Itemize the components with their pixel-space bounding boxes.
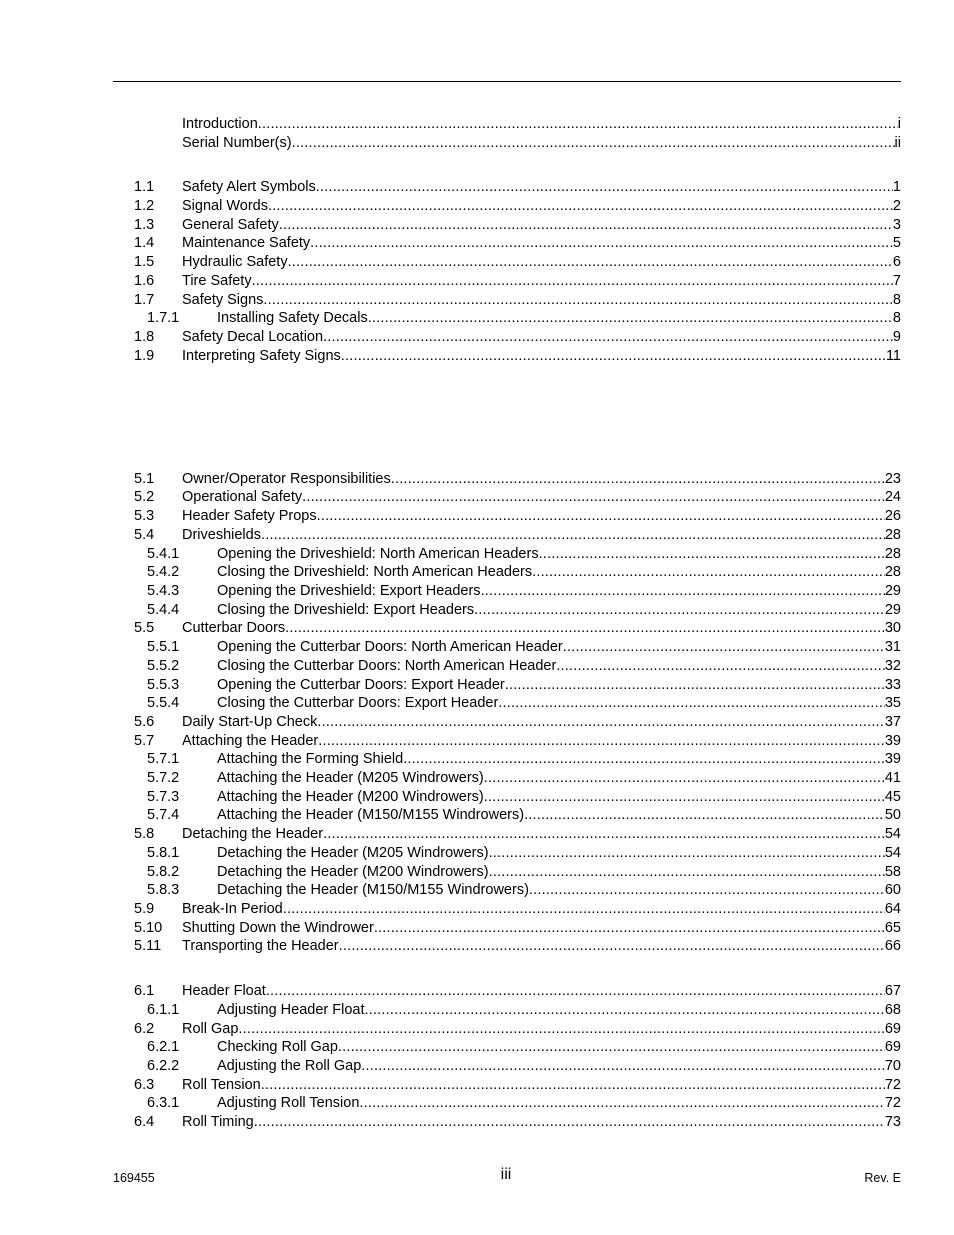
toc-entry[interactable] — [0, 713, 954, 732]
toc-dot-leader — [365, 1001, 885, 1020]
toc-entry[interactable] — [0, 732, 954, 751]
toc-dot-leader — [317, 713, 884, 732]
toc-page-number: 60 — [884, 882, 901, 898]
toc-section-number: 5.11 — [134, 938, 162, 954]
toc-dot-leader — [474, 601, 885, 620]
toc-section-number: 1.9 — [134, 348, 155, 364]
toc-entry[interactable] — [0, 806, 954, 825]
toc-dot-leader — [316, 178, 893, 197]
toc-entry[interactable] — [0, 825, 954, 844]
toc-dot-leader — [292, 134, 895, 153]
toc-dot-leader — [563, 638, 885, 657]
toc-page-number: 50 — [884, 807, 901, 823]
toc-entry-title: Attaching the Header (M150/M155 Windrowers) — [217, 807, 525, 823]
toc-page-number: 29 — [884, 602, 901, 618]
toc-section-number: 6.2 — [134, 1021, 155, 1037]
toc-dot-leader — [403, 750, 885, 769]
toc-section-number: 5.5.2 — [147, 658, 180, 674]
toc-page-number: 66 — [884, 938, 901, 954]
toc-entry[interactable] — [0, 291, 954, 310]
toc-entry-title: Daily Start-Up Check — [182, 714, 318, 730]
toc-dot-leader — [368, 309, 893, 328]
toc-entry[interactable] — [0, 1001, 954, 1020]
toc-page-number: 39 — [884, 733, 901, 749]
toc-entry-title: Adjusting Header Float — [217, 1002, 365, 1018]
toc-page-number: 26 — [884, 508, 901, 524]
toc-entry-title: Shutting Down the Windrower — [182, 920, 374, 936]
toc-dot-leader — [339, 937, 885, 956]
toc-entry-title: Transporting the Header — [182, 938, 339, 954]
toc-dot-leader — [323, 328, 893, 347]
toc-section-number: 6.2.1 — [147, 1039, 180, 1055]
toc-dot-leader — [283, 900, 885, 919]
toc-entry-title: Attaching the Forming Shield — [217, 751, 404, 767]
toc-entry[interactable] — [0, 197, 954, 216]
toc-dot-leader — [318, 732, 885, 751]
header-rule — [113, 81, 901, 82]
toc-entry-title: Safety Signs — [182, 292, 264, 308]
toc-entry-title: Roll Gap — [182, 1021, 239, 1037]
toc-dot-leader — [359, 1094, 884, 1113]
toc-section-number: 1.1 — [134, 179, 155, 195]
toc-page-number: 9 — [892, 329, 901, 345]
toc-page-number: 11 — [885, 348, 901, 364]
toc-dot-leader — [268, 197, 893, 216]
toc-page-number: 54 — [884, 845, 901, 861]
toc-entry-title: Closing the Driveshield: Export Headers — [217, 602, 475, 618]
toc-entry[interactable] — [0, 1076, 954, 1095]
toc-entry[interactable] — [0, 900, 954, 919]
toc-entry-title: Opening the Cutterbar Doors: North American Header — [217, 639, 563, 655]
toc-section-number: 5.4.2 — [147, 564, 180, 580]
toc-entry-title: Roll Timing — [182, 1114, 254, 1130]
toc-dot-leader — [317, 507, 885, 526]
toc-page-number: i — [897, 116, 901, 132]
toc-entry-title: General Safety — [182, 217, 279, 233]
toc-section-number: 5.9 — [134, 901, 155, 917]
toc-entry[interactable] — [0, 694, 954, 713]
toc-entry[interactable] — [0, 937, 954, 956]
toc-section-number: 5.8.1 — [147, 845, 180, 861]
toc-entry[interactable] — [0, 982, 954, 1001]
toc-entry-title: Safety Decal Location — [182, 329, 324, 345]
toc-entry-title: Roll Tension — [182, 1077, 261, 1093]
toc-section-number: 5.8 — [134, 826, 155, 842]
toc-section-number: 5.3 — [134, 508, 155, 524]
toc-entry[interactable] — [0, 1057, 954, 1076]
toc-entry[interactable] — [0, 788, 954, 807]
toc-dot-leader — [288, 253, 893, 272]
toc-dot-leader — [323, 825, 885, 844]
toc-section-number: 5.5.3 — [147, 677, 180, 693]
toc-page-number: 5 — [892, 235, 901, 251]
toc-dot-leader — [302, 488, 885, 507]
toc-entry[interactable] — [0, 347, 954, 366]
toc-entry-title: Serial Number(s) — [182, 135, 292, 151]
toc-entry[interactable] — [0, 488, 954, 507]
toc-page-number: ii — [894, 135, 901, 151]
toc-dot-leader — [505, 676, 885, 695]
toc-page-number: 28 — [884, 564, 901, 580]
toc-entry[interactable] — [0, 619, 954, 638]
toc-entry[interactable] — [0, 638, 954, 657]
toc-dot-leader — [498, 694, 885, 713]
toc-entry[interactable] — [0, 178, 954, 197]
toc-section-number: 1.7 — [134, 292, 155, 308]
toc-entry-title: Owner/Operator Responsibilities — [182, 471, 391, 487]
toc-entry[interactable] — [0, 115, 954, 134]
toc-section-number: 1.3 — [134, 217, 155, 233]
toc-section-number: 5.10 — [134, 920, 163, 936]
toc-section-number: 5.8.2 — [147, 864, 180, 880]
toc-page-number: 33 — [884, 677, 901, 693]
page-number: iii — [500, 1166, 512, 1183]
toc-entry[interactable] — [0, 1113, 954, 1132]
toc-entry-title: Hydraulic Safety — [182, 254, 288, 270]
toc-entry[interactable] — [0, 234, 954, 253]
toc-entry-title: Detaching the Header (M205 Windrowers) — [217, 845, 489, 861]
toc-entry[interactable] — [0, 657, 954, 676]
toc-dot-leader — [489, 844, 885, 863]
document-number: 169455 — [113, 1171, 155, 1185]
toc-entry-title: Header Float — [182, 983, 266, 999]
toc-page-number: 3 — [892, 217, 901, 233]
toc-entry[interactable] — [0, 1038, 954, 1057]
toc-dot-leader — [484, 769, 885, 788]
toc-entry[interactable] — [0, 253, 954, 272]
toc-page-number: 67 — [884, 983, 901, 999]
toc-section-number: 1.2 — [134, 198, 155, 214]
toc-section-number: 5.4.4 — [147, 602, 180, 618]
toc-entry-title: Installing Safety Decals — [217, 310, 368, 326]
toc-entry-title: Detaching the Header (M150/M155 Windrowers) — [217, 882, 529, 898]
toc-dot-leader — [532, 563, 885, 582]
toc-entry[interactable] — [0, 1020, 954, 1039]
toc-section-number: 5.7.1 — [147, 751, 180, 767]
toc-entry-title: Checking Roll Gap — [217, 1039, 338, 1055]
toc-entry[interactable] — [0, 881, 954, 900]
toc-page-number: 8 — [892, 310, 901, 326]
toc-entry[interactable] — [0, 272, 954, 291]
toc-page-number: 28 — [884, 546, 901, 562]
toc-dot-leader — [361, 1057, 885, 1076]
toc-section-number: 6.1.1 — [147, 1002, 180, 1018]
toc-entry[interactable] — [0, 526, 954, 545]
toc-section-number: 5.8.3 — [147, 882, 180, 898]
toc-entry[interactable] — [0, 563, 954, 582]
toc-entry[interactable] — [0, 676, 954, 695]
toc-entry-title: Attaching the Header — [182, 733, 319, 749]
toc-page-number: 54 — [884, 826, 901, 842]
toc-dot-leader — [489, 863, 885, 882]
toc-page-number: 30 — [884, 620, 901, 636]
toc-section-number: 6.1 — [134, 983, 155, 999]
toc-page-number: 69 — [884, 1039, 901, 1055]
toc-entry[interactable] — [0, 863, 954, 882]
toc-entry-title: Detaching the Header — [182, 826, 324, 842]
toc-entry-title: Safety Alert Symbols — [182, 179, 316, 195]
toc-entry-title: Header Safety Props — [182, 508, 317, 524]
toc-entry-title: Attaching the Header (M205 Windrowers) — [217, 770, 484, 786]
toc-entry[interactable] — [0, 1094, 954, 1113]
toc-page-number: 32 — [884, 658, 901, 674]
toc-entry[interactable] — [0, 309, 954, 328]
toc-page-number: 64 — [884, 901, 901, 917]
toc-section-number: 5.5.1 — [147, 639, 180, 655]
toc-page-number: 28 — [884, 527, 901, 543]
toc-entry-title: Driveshields — [182, 527, 261, 543]
toc-dot-leader — [391, 470, 885, 489]
toc-entry[interactable] — [0, 507, 954, 526]
toc-entry-title: Opening the Cutterbar Doors: Export Header — [217, 677, 505, 693]
toc-page-number: 37 — [884, 714, 901, 730]
toc-section-number: 5.4 — [134, 527, 155, 543]
revision-label: Rev. E — [864, 1171, 901, 1185]
toc-entry-title: Opening the Driveshield: Export Headers — [217, 583, 481, 599]
toc-page-number: 7 — [892, 273, 901, 289]
toc-section-number: 1.7.1 — [147, 310, 180, 326]
toc-dot-leader — [556, 657, 885, 676]
toc-section-number: 1.4 — [134, 235, 155, 251]
toc-page-number: 29 — [884, 583, 901, 599]
toc-dot-leader — [524, 806, 885, 825]
toc-dot-leader — [539, 545, 885, 564]
toc-section-number: 5.7 — [134, 733, 155, 749]
toc-dot-leader — [481, 582, 885, 601]
toc-page-number: 41 — [884, 770, 901, 786]
toc-section-number: 5.2 — [134, 489, 155, 505]
toc-dot-leader — [261, 1076, 885, 1095]
toc-entry-title: Adjusting Roll Tension — [217, 1095, 360, 1111]
toc-section-number: 6.2.2 — [147, 1058, 180, 1074]
toc-section-number: 5.5 — [134, 620, 155, 636]
toc-section-number: 1.5 — [134, 254, 155, 270]
toc-entry-title: Interpreting Safety Signs — [182, 348, 341, 364]
toc-entry-title: Adjusting the Roll Gap — [217, 1058, 362, 1074]
toc-page-number: 35 — [884, 695, 901, 711]
toc-entry[interactable] — [0, 601, 954, 620]
toc-page-number: 58 — [884, 864, 901, 880]
toc-section-number: 5.1 — [134, 471, 155, 487]
toc-entry-title: Maintenance Safety — [182, 235, 311, 251]
toc-entry[interactable] — [0, 134, 954, 153]
toc-dot-leader — [266, 982, 885, 1001]
toc-page-number: 72 — [884, 1077, 901, 1093]
toc-dot-leader — [310, 234, 893, 253]
toc-page-number: 68 — [884, 1002, 901, 1018]
toc-page-number: 23 — [884, 471, 901, 487]
toc-entry-title: Break-In Period — [182, 901, 283, 917]
toc-entry-title: Closing the Cutterbar Doors: North American Header — [217, 658, 557, 674]
toc-dot-leader — [261, 526, 885, 545]
toc-dot-leader — [258, 115, 898, 134]
toc-dot-leader — [279, 216, 893, 235]
toc-page-number: 31 — [884, 639, 901, 655]
toc-entry-title: Operational Safety — [182, 489, 303, 505]
toc-entry-title: Introduction — [182, 116, 258, 132]
toc-section-number: 1.8 — [134, 329, 155, 345]
toc-dot-leader — [254, 1113, 885, 1132]
toc-entry[interactable] — [0, 582, 954, 601]
toc-section-number: 1.6 — [134, 273, 155, 289]
toc-section-number: 5.7.4 — [147, 807, 180, 823]
toc-dot-leader — [285, 619, 885, 638]
toc-dot-leader — [263, 291, 893, 310]
toc-entry[interactable] — [0, 769, 954, 788]
toc-section-number: 5.6 — [134, 714, 155, 730]
toc-entry-title: Signal Words — [182, 198, 268, 214]
toc-dot-leader — [529, 881, 885, 900]
toc-section-number: 6.4 — [134, 1114, 155, 1130]
toc-entry[interactable] — [0, 750, 954, 769]
toc-section-number: 5.7.3 — [147, 789, 180, 805]
toc-entry-title: Tire Safety — [182, 273, 252, 289]
toc-entry[interactable] — [0, 545, 954, 564]
toc-dot-leader — [374, 919, 885, 938]
toc-entry[interactable] — [0, 328, 954, 347]
toc-section-number: 5.4.3 — [147, 583, 180, 599]
toc-dot-leader — [484, 788, 885, 807]
toc-dot-leader — [238, 1020, 884, 1039]
toc-entry-title: Closing the Cutterbar Doors: Export Header — [217, 695, 499, 711]
toc-entry[interactable] — [0, 844, 954, 863]
toc-page-number: 8 — [892, 292, 901, 308]
toc-dot-leader — [338, 1038, 885, 1057]
toc-page-number: 39 — [884, 751, 901, 767]
toc-entry-title: Closing the Driveshield: North American Headers — [217, 564, 533, 580]
toc-entry[interactable] — [0, 470, 954, 489]
toc-page-number: 72 — [884, 1095, 901, 1111]
toc-entry-title: Detaching the Header (M200 Windrowers) — [217, 864, 489, 880]
toc-entry-title: Opening the Driveshield: North American Headers — [217, 546, 539, 562]
toc-section-number: 5.7.2 — [147, 770, 180, 786]
toc-page-number: 73 — [884, 1114, 901, 1130]
toc-section-number: 6.3 — [134, 1077, 155, 1093]
toc-entry[interactable] — [0, 216, 954, 235]
toc-entry[interactable] — [0, 919, 954, 938]
toc-entry-title: Cutterbar Doors — [182, 620, 286, 636]
toc-page-number: 24 — [884, 489, 901, 505]
toc-section-number: 6.3.1 — [147, 1095, 180, 1111]
toc-page-number: 70 — [884, 1058, 901, 1074]
toc-page-number: 6 — [892, 254, 901, 270]
toc-dot-leader — [252, 272, 893, 291]
toc-page-number: 65 — [884, 920, 901, 936]
toc-section-number: 5.5.4 — [147, 695, 180, 711]
toc-page-number: 1 — [892, 179, 901, 195]
toc-section-number: 5.4.1 — [147, 546, 180, 562]
toc-dot-leader — [341, 347, 886, 366]
toc-page-number: 69 — [884, 1021, 901, 1037]
toc-entry-title: Attaching the Header (M200 Windrowers) — [217, 789, 484, 805]
toc-page-number: 45 — [884, 789, 901, 805]
toc-page-number: 2 — [892, 198, 901, 214]
